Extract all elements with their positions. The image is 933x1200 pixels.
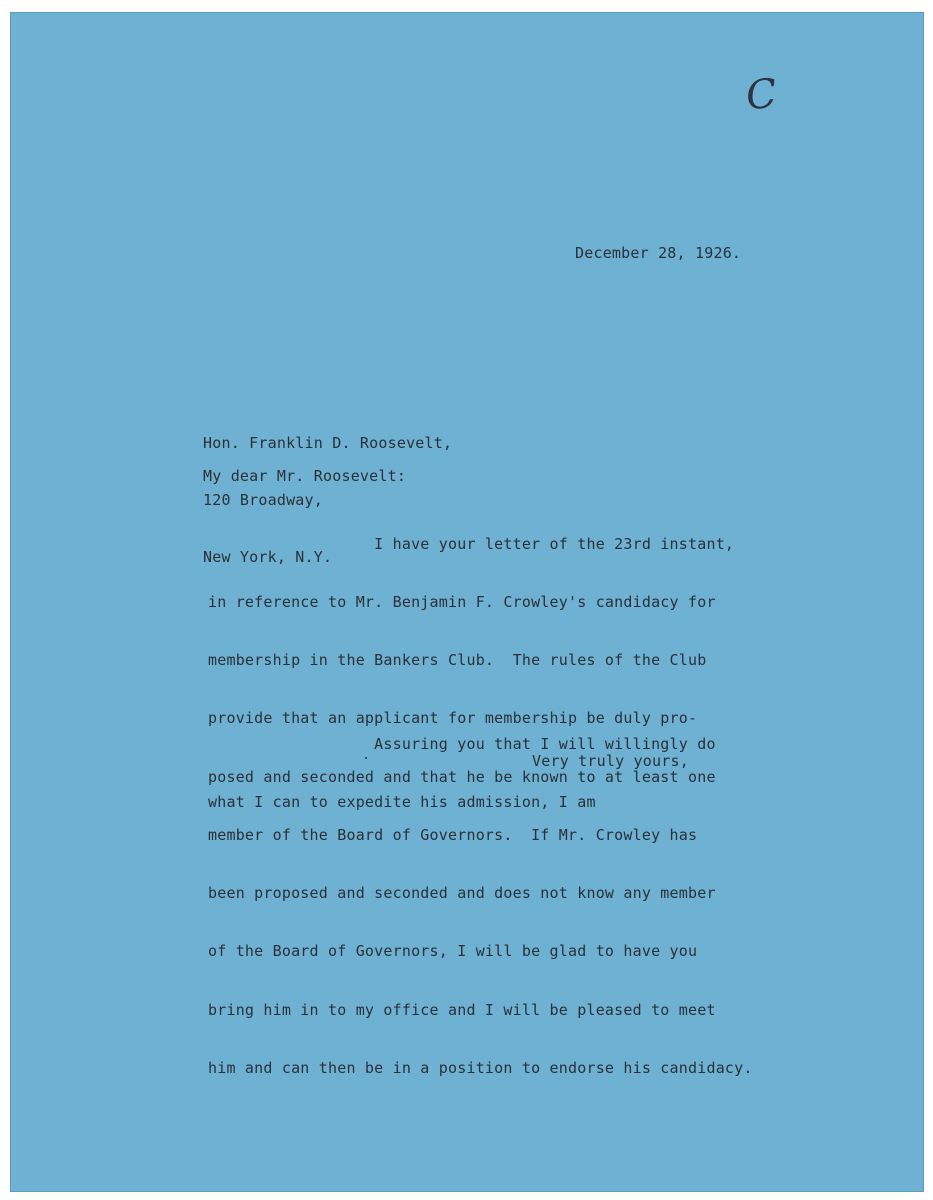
salutation: My dear Mr. Roosevelt: (203, 467, 407, 485)
complimentary-close: Very truly yours, (532, 752, 689, 770)
closing-paragraph (208, 696, 716, 851)
letter-date: December 28, 1926. (575, 244, 742, 262)
closing-line: what I can to expedite his admission, I am (208, 793, 596, 812)
recipient-line-3: New York, N.Y. (203, 548, 333, 566)
recipient-line-2: 120 Broadway, (203, 491, 323, 509)
ink-speck (365, 757, 367, 759)
body-line: membership in the Bankers Club. The rules of the Club (208, 651, 707, 670)
letter-page (10, 12, 924, 1192)
closing-line: Assuring you that I will willingly do (208, 734, 716, 753)
body-line: I have your letter of the 23rd instant, (208, 534, 735, 553)
body-line: him and can then be in a position to endorse his candidacy. (208, 1058, 753, 1077)
body-line: member of the Board of Governors. If Mr. Crowley has (208, 825, 698, 844)
body-line: of the Board of Governors, I will be glad to have you (208, 942, 698, 961)
body-line: posed and seconded and that he be known to at least one (208, 767, 716, 786)
file-mark: C (743, 70, 779, 120)
body-line: bring him in to my office and I will be pleased to meet (208, 1000, 716, 1019)
body-line: in reference to Mr. Benjamin F. Crowley's candidacy for (208, 593, 716, 612)
recipient-line-1: Hon. Franklin D. Roosevelt, (203, 434, 453, 452)
body-line: provide that an applicant for membership be duly pro- (208, 709, 698, 728)
body-line: been proposed and seconded and does not know any member (208, 884, 716, 903)
